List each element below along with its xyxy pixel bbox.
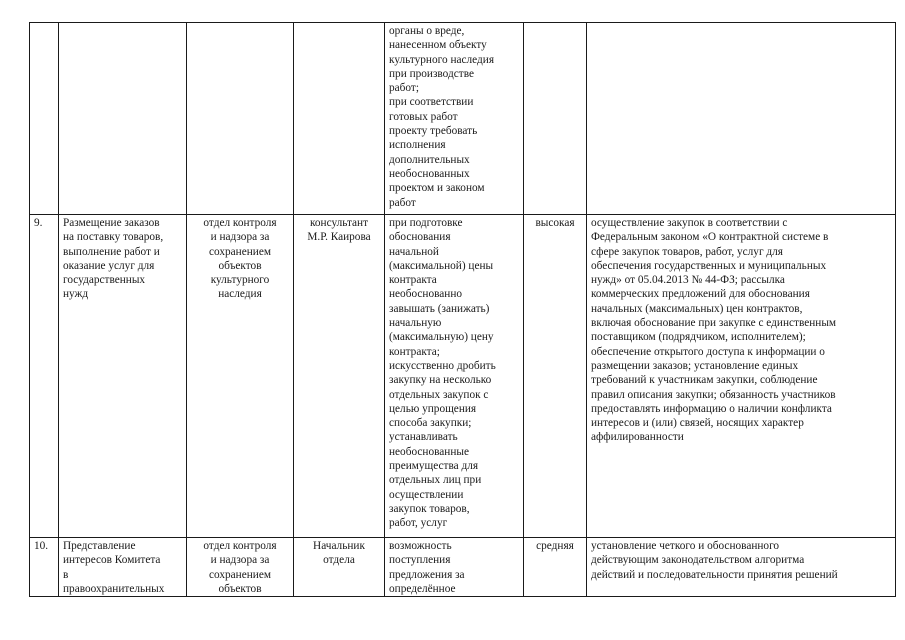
risk-level-cell <box>524 23 587 215</box>
risk-description-cell <box>385 215 524 538</box>
text-line: М.Р. Каирова <box>307 231 371 244</box>
text-line: проектом и законом <box>389 182 485 195</box>
text-line: поступления <box>389 554 451 567</box>
text-line: объектов <box>218 259 262 272</box>
text-line: необоснованно <box>389 288 463 301</box>
activity-cell <box>59 538 187 597</box>
table-row <box>30 538 896 597</box>
department-cell <box>187 538 294 597</box>
text-line: обоснования <box>389 231 451 244</box>
text-line: устанавливать <box>389 431 458 444</box>
text-line: проекту требовать <box>389 125 478 138</box>
text-line: предложения за <box>389 568 465 581</box>
text-line: на поставку товаров, <box>63 231 164 244</box>
activity-cell <box>59 23 187 215</box>
text-line: начальную <box>389 317 442 330</box>
activity-cell <box>59 215 187 538</box>
text-line: дополнительных <box>389 153 470 166</box>
department-cell <box>187 23 294 215</box>
text-line: культурного <box>210 274 270 287</box>
measures-cell <box>587 23 896 215</box>
text-line: необоснованных <box>389 167 470 180</box>
text-line: искусственно дробить <box>389 359 496 372</box>
text-line: размещении заказов; установление единых <box>591 359 799 372</box>
text-line: обеспечения государственных и муниципальных <box>591 259 827 272</box>
text-line: консультант <box>309 217 369 229</box>
row-number-cell <box>30 23 59 215</box>
text-line: Начальник <box>313 540 365 552</box>
text-line: и надзора за <box>210 231 270 244</box>
text-line: исполнения <box>389 139 446 152</box>
department-cell <box>187 215 294 538</box>
text-line: при соответствии <box>389 96 474 109</box>
measures-cell <box>587 538 896 597</box>
text-line: закупок товаров, <box>389 502 470 515</box>
text-line: начальной <box>389 245 439 258</box>
text-line: установление четкого и обоснованного <box>591 540 780 552</box>
text-line: Представление <box>63 540 136 552</box>
risk-level-cell: средняя <box>524 538 587 597</box>
text-line: и надзора за <box>210 554 270 567</box>
risk-level-cell: высокая <box>524 215 587 538</box>
text-line: Размещение заказов <box>63 217 160 229</box>
text-line: отдел контроля <box>203 540 277 552</box>
text-line: отдел контроля <box>203 217 277 229</box>
text-line: работ, услуг <box>389 517 448 530</box>
text-line: интересов Комитета <box>63 554 161 567</box>
table-row <box>30 23 896 215</box>
text-line: сфере закупок товаров, работ, услуг для <box>591 245 783 258</box>
text-line: включая обоснование при закупке с единственным <box>591 317 837 330</box>
text-line: контракта <box>389 274 437 287</box>
measures-cell <box>587 215 896 538</box>
text-line: нанесенном объекту <box>389 39 487 52</box>
text-line: государственных <box>63 274 146 287</box>
risk-description-cell <box>385 23 524 215</box>
text-line: завышать (занижать) <box>389 302 490 315</box>
text-line: сохранением <box>208 568 271 581</box>
text-line: культурного наследия <box>389 53 495 66</box>
position-cell <box>294 538 385 597</box>
text-line: осуществление закупок в соответствии с <box>591 217 788 229</box>
text-line: отдела <box>323 554 355 567</box>
text-line: отдельных лиц при <box>389 474 482 487</box>
text-line: контракта; <box>389 345 440 358</box>
position-cell <box>294 215 385 538</box>
text-line: нужд <box>63 288 89 301</box>
text-line: аффилированности <box>591 431 684 444</box>
text-line: закупку на несколько <box>389 374 492 387</box>
text-line: нужд» от 05.04.2013 № 44-ФЗ; рассылка <box>591 274 785 287</box>
text-line: коммерческих предложений для обоснования <box>591 288 810 301</box>
table-row <box>30 215 896 538</box>
text-line: определённое <box>389 582 456 595</box>
text-line: при подготовке <box>389 217 463 229</box>
text-line: начальных (максимальных) цен контрактов, <box>591 302 803 315</box>
text-line: предоставлять информацию о наличии конфликта <box>591 402 832 415</box>
text-line: правоохранительных <box>63 582 165 595</box>
text-line: в <box>63 568 69 581</box>
text-line: поставщиком (подрядчиком, исполнителем); <box>591 331 806 344</box>
text-line: преимущества для <box>389 460 479 473</box>
row-number-cell: 9. <box>30 215 59 538</box>
text-line: (максимальную) цену <box>389 331 494 344</box>
text-line: интересов и (или) связей, носящих характер <box>591 417 804 430</box>
risk-description-cell <box>385 538 524 597</box>
row-number-cell: 10. <box>30 538 59 597</box>
text-line: (максимальной) цены <box>389 259 494 272</box>
text-line: обеспечение открытого доступа к информации о <box>591 345 825 358</box>
text-line: выполнение работ и <box>63 245 160 258</box>
text-line: работ; <box>389 82 419 95</box>
text-line: Федеральным законом «О контрактной системе в <box>591 231 829 244</box>
text-line: объектов <box>218 582 262 595</box>
text-line: отдельных закупок с <box>389 388 489 401</box>
text-line: необоснованные <box>389 445 469 458</box>
text-line: целью упрощения <box>389 402 477 415</box>
corruption-risk-table <box>29 22 896 597</box>
text-line: действующим законодательством алгоритма <box>591 554 805 567</box>
text-line: наследия <box>218 288 262 301</box>
text-line: органы о вреде, <box>389 25 465 37</box>
text-line: правил описания закупки; обязанность участников <box>591 388 836 401</box>
text-line: осуществлении <box>389 488 464 501</box>
text-line: оказание услуг для <box>63 259 155 272</box>
text-line: готовых работ <box>389 110 458 123</box>
text-line: сохранением <box>208 245 271 258</box>
text-line: возможность <box>389 540 452 552</box>
text-line: работ <box>389 196 416 209</box>
position-cell <box>294 23 385 215</box>
text-line: действий и последовательности принятия решений <box>591 568 838 581</box>
text-line: требований к участникам закупки, соблюдение <box>591 374 818 387</box>
text-line: при производстве <box>389 67 474 80</box>
text-line: способа закупки; <box>389 417 472 430</box>
